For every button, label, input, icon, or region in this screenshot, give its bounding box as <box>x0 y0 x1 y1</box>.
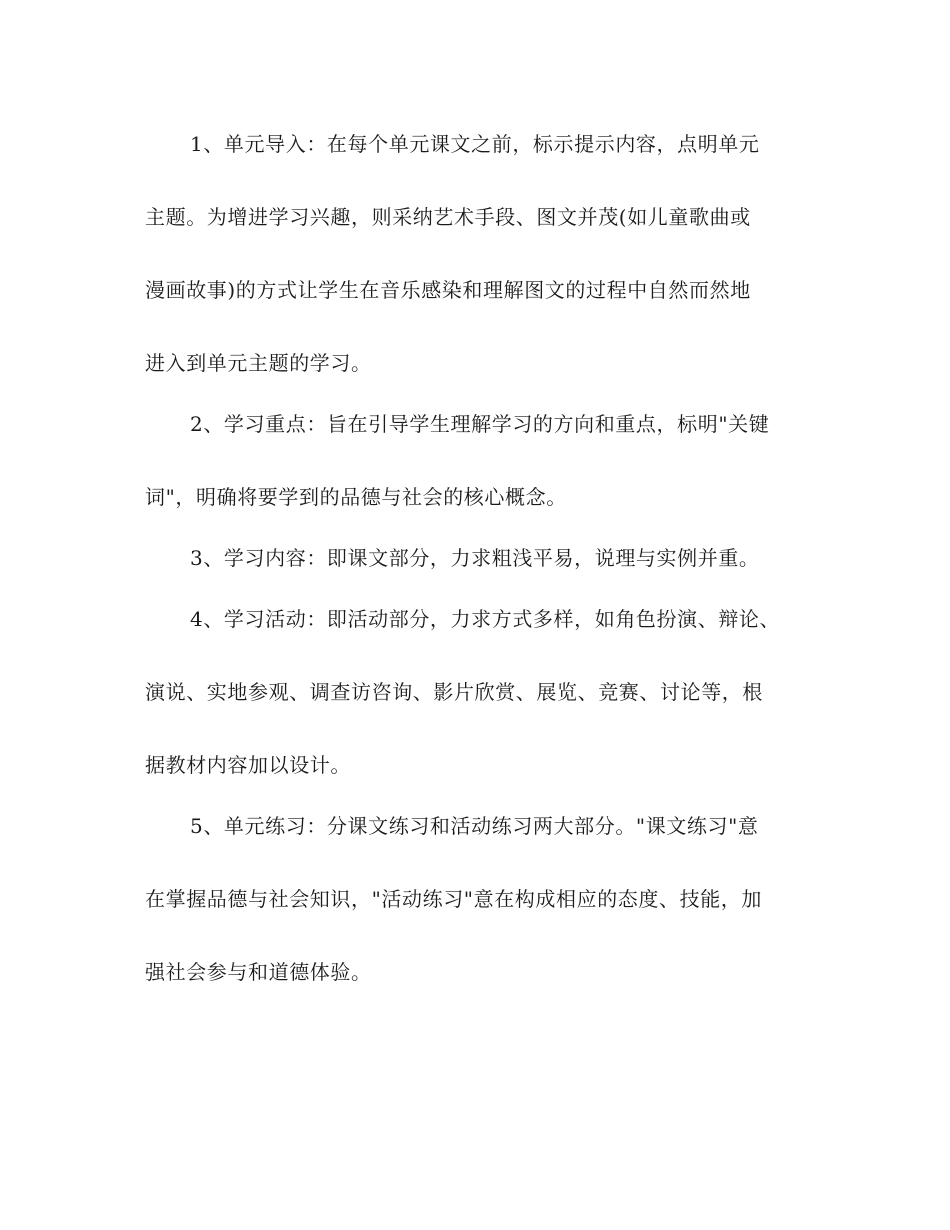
paragraph-4-line-2: 演说、实地参观、调查访咨询、影片欣赏、展览、竞赛、讨论等，根 <box>145 680 763 704</box>
paragraph-4-line-3: 据教材内容加以设计。 <box>145 753 351 777</box>
paragraph-5-line-1: 5、单元练习：分课文练习和活动练习两大部分。"课文练习"意 <box>190 814 759 838</box>
paragraph-4-line-1: 4、学习活动：即活动部分，力求方式多样，如角色扮演、辩论、 <box>190 607 781 631</box>
paragraph-1-line-1: 1、单元导入：在每个单元课文之前，标示提示内容，点明单元 <box>190 132 760 156</box>
paragraph-5-line-2: 在掌握品德与社会知识，"活动练习"意在构成相应的态度、技能，加 <box>145 887 762 911</box>
paragraph-1-line-4: 进入到单元主题的学习。 <box>145 351 372 375</box>
paragraph-1-line-3: 漫画故事)的方式让学生在音乐感染和理解图文的过程中自然而然地 <box>145 278 751 302</box>
paragraph-2-line-1: 2、学习重点：旨在引导学生理解学习的方向和重点，标明"关键 <box>190 412 770 436</box>
paragraph-2-line-2: 词"，明确将要学到的品德与社会的核心概念。 <box>145 485 567 509</box>
paragraph-5-line-3: 强社会参与和道德体验。 <box>145 960 372 984</box>
paragraph-3-line-1: 3、学习内容：即课文部分，力求粗浅平易，说理与实例并重。 <box>190 546 760 570</box>
paragraph-1-line-2: 主题。为增进学习兴趣，则采纳艺术手段、图文并茂(如儿童歌曲或 <box>145 205 751 229</box>
